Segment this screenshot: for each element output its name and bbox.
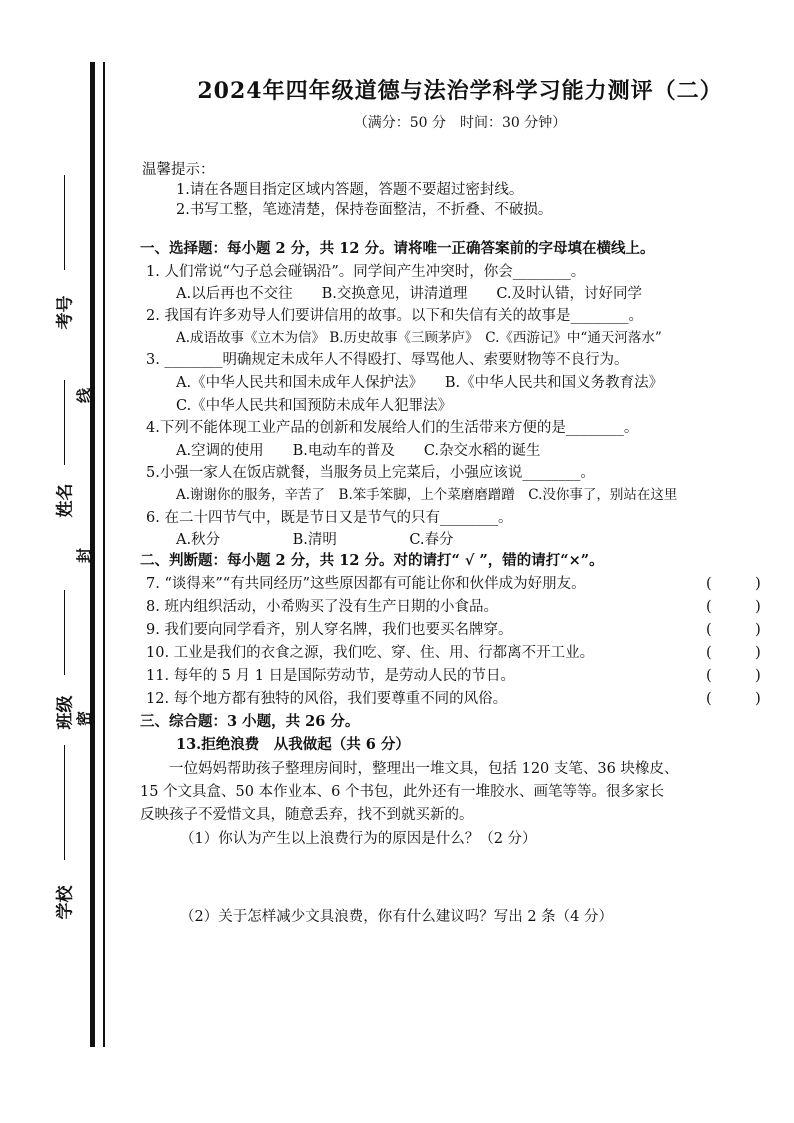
- kaohao-blank: [64, 175, 65, 270]
- tips-heading: 温馨提示：: [142, 162, 215, 178]
- q13-passage-line: 一位妈妈帮助孩子整理房间时，整理出一堆文具，包括 120 支笔、36 块橡皮、: [140, 761, 679, 777]
- q4-options: A.空调的使用 B.电动车的普及 C.杂交水稻的诞生: [176, 443, 541, 459]
- label-xingming: 姓名: [55, 483, 76, 518]
- q4-stem: 4.下列不能体现工业产品的创新和发展给人们的生活带来方便的是________。: [146, 420, 639, 436]
- answer-paren: ( ): [706, 691, 761, 707]
- q13-title: 13.拒绝浪费 从我做起（共 6 分）: [176, 736, 410, 753]
- page-title: 2024年四年级道德与法治学科学习能力测评（二）: [197, 78, 723, 104]
- judge-item-10: 10. 工业是我们的衣食之源，我们吃、穿、住、用、行都离不开工业。: [146, 645, 595, 661]
- tip-item: 1.请在各题目指定区域内答题，答题不要超过密封线。: [176, 182, 524, 198]
- section1-heading: 一、选择题：每小题 2 分，共 12 分。请将唯一正确答案前的字母填在横线上。: [140, 240, 655, 257]
- section3-heading: 三、综合题：3 小题，共 26 分。: [140, 713, 360, 730]
- page-subtitle: （满分：50 分 时间：30 分钟）: [353, 115, 567, 131]
- q1-options: A.以后再也不交往 B.交换意见，讲清道理 C.及时认错，讨好同学: [176, 286, 643, 302]
- judge-item-12: 12. 每个地方都有独特的风俗，我们要尊重不同的风俗。: [146, 691, 508, 707]
- q6-stem: 6. 在二十四节气中，既是节日又是节气的只有________。: [146, 510, 513, 526]
- q13-part2: （2）关于怎样减少文具浪费，你有什么建议吗？写出 2 条（4 分）: [180, 909, 614, 925]
- q3-options-2: C.《中华人民共和国预防未成年人犯罪法》: [176, 398, 453, 414]
- seal-mi: 密: [75, 710, 94, 727]
- q5-stem: 5.小强一家人在饭店就餐，当服务员上完菜后，小强应该说________。: [146, 465, 595, 481]
- label-banji: 班级: [55, 695, 76, 730]
- seal-xian: 线: [75, 387, 94, 404]
- q5-options: A.谢谢你的服务，辛苦了 B.笨手笨脚，上个菜磨磨蹭蹭 C.没你事了，别站在这里: [176, 487, 678, 503]
- q13-passage-line: 反映孩子不爱惜文具，随意丢弃，找不到就买新的。: [140, 807, 474, 823]
- judge-item-7: 7. “谈得来”“有共同经历”这些原因都有可能让你和伙伴成为好朋友。: [146, 576, 586, 592]
- q1-stem: 1. 人们常说“勺子总会碰锅沿”。同学间产生冲突时，你会________。: [146, 264, 586, 280]
- q3-stem: 3. ________明确规定未成年人不得殴打、辱骂他人、索要财物等不良行为。: [146, 352, 629, 368]
- q13-part1: （1）你认为产生以上浪费行为的原因是什么？（2 分）: [180, 831, 537, 847]
- banji-blank: [64, 590, 65, 675]
- judge-item-9: 9. 我们要向同学看齐，别人穿名牌，我们也要买名牌穿。: [146, 622, 513, 638]
- q2-stem: 2. 我国有许多劝导人们要讲信用的故事。以下和失信有关的故事是________。: [146, 308, 643, 324]
- binding-thin-line: [103, 62, 105, 1047]
- xingming-blank: [64, 380, 65, 465]
- judge-item-8: 8. 班内组织活动，小希购买了没有生产日期的小食品。: [146, 599, 498, 615]
- q2-options: A.成语故事《立木为信》 B.历史故事《三顾茅庐》 C.《西游记》中“通天河落水”: [176, 330, 662, 346]
- seal-feng: 封: [75, 547, 94, 564]
- answer-paren: ( ): [706, 622, 761, 638]
- answer-paren: ( ): [706, 645, 761, 661]
- label-xuexiao: 学校: [55, 885, 76, 920]
- q13-passage-line: 15 个文具盒、50 本作业本、6 个书包，此外还有一堆胶水、画笔等等。很多家长: [140, 784, 664, 800]
- label-kaohao: 考号: [55, 295, 76, 330]
- q3-options: A.《中华人民共和国未成年人保护法》 B.《中华人民共和国义务教育法》: [176, 375, 664, 391]
- tip-item: 2.书写工整，笔迹清楚，保持卷面整洁，不折叠、不破损。: [176, 202, 553, 218]
- answer-paren: ( ): [706, 576, 761, 592]
- section2-heading: 二、判断题：每小题 2 分，共 12 分。对的请打“ √ ”，错的请打“×”。: [140, 552, 604, 569]
- judge-item-11: 11. 每年的 5 月 1 日是国际劳动节，是劳动人民的节日。: [146, 668, 516, 684]
- answer-paren: ( ): [706, 599, 761, 615]
- answer-paren: ( ): [706, 668, 761, 684]
- q6-options: A.秋分 B.清明 C.春分: [176, 532, 454, 548]
- xuexiao-blank: [64, 745, 65, 860]
